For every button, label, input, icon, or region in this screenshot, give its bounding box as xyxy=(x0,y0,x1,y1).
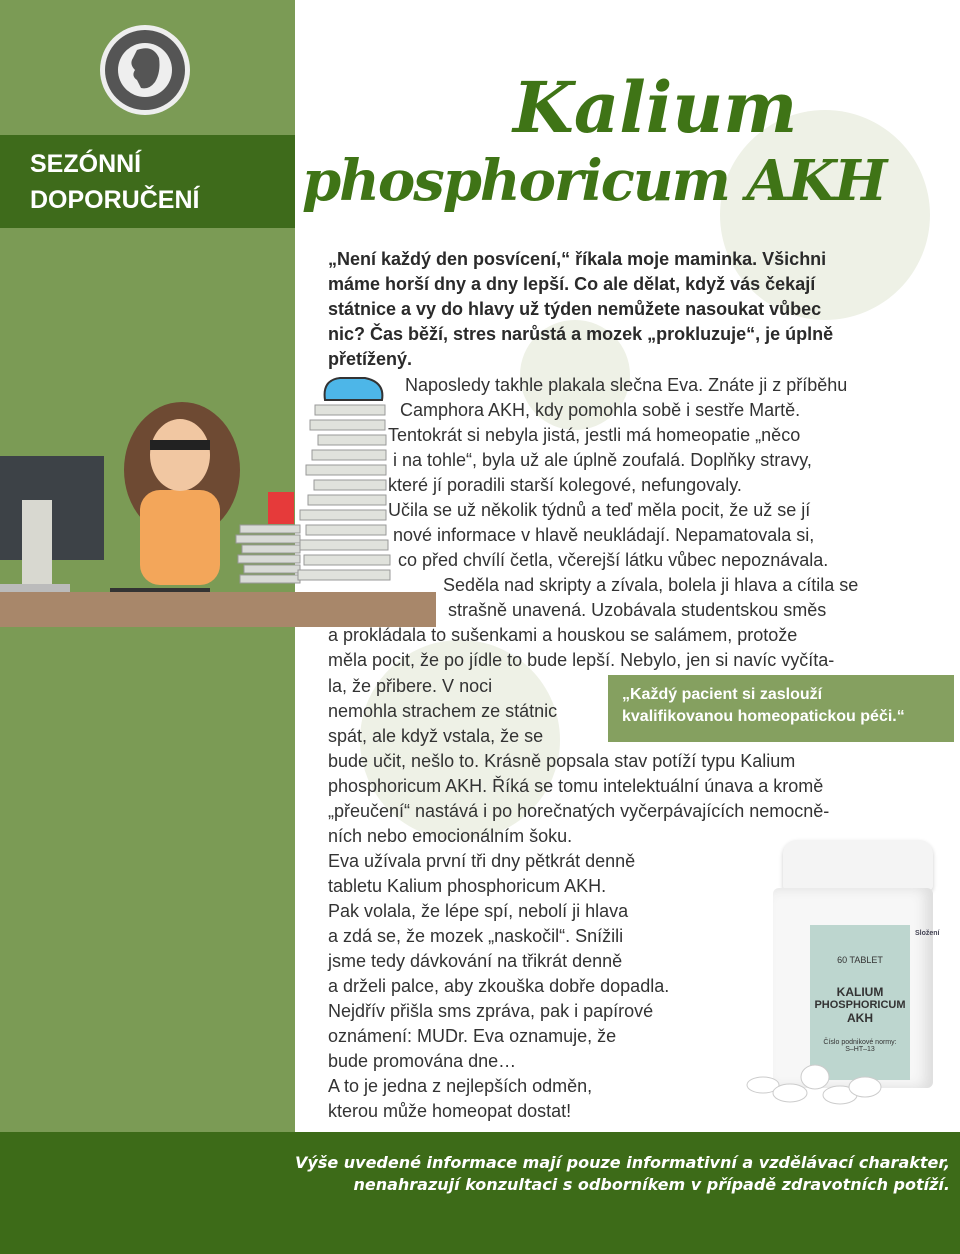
body-line: ních nebo emocionálním šoku. xyxy=(328,826,573,846)
body-line: strašně unavená. Uzobávala studentskou směs xyxy=(448,600,827,620)
bottle-count: 60 TABLET xyxy=(837,955,883,965)
body-line: tabletu Kalium phosphoricum AKH. xyxy=(328,876,607,896)
bottle-name1: KALIUM xyxy=(836,985,884,999)
body-line: a drželi palce, aby zkouška dobře dopadla. xyxy=(328,976,670,996)
section-label xyxy=(0,135,295,228)
body-line: jsme tedy dávkování na třikrát denně xyxy=(328,951,623,971)
body-line: Nejdřív přišla sms zpráva, pak i papírové xyxy=(328,1001,654,1021)
quote-line1: „Každý pacient si zaslouží xyxy=(622,686,823,703)
bottle-side-text: Složení xyxy=(915,930,940,937)
intro-line: státnice a vy do hlavy už týden nemůžete nasoukat vůbec xyxy=(328,299,822,319)
body-line: kterou může homeopat dostat! xyxy=(328,1101,572,1121)
intro-line: máme horší dny a dny lepší. Co ale dělat, když vás čekají xyxy=(328,274,816,294)
body-line: oznámení: MUDr. Eva oznamuje, že xyxy=(328,1026,617,1046)
intro-line: „Není každý den posvícení,“ říkala moje maminka. Všichni xyxy=(328,249,827,269)
body-line: a prokládala to sušenkami a houskou se salámem, protože xyxy=(328,625,798,645)
body-line: spát, ale když vstala, že se xyxy=(328,726,544,746)
disclaimer-footer xyxy=(0,1132,960,1254)
body-line: Camphora AKH, kdy pomohla sobě i sestře Martě. xyxy=(400,400,801,420)
intro-line: nic? Čas běží, stres narůstá a mozek „prokluzuje“, je úplně xyxy=(328,324,834,344)
product-bottle-image xyxy=(745,840,960,1110)
section-label-line1: SEZÓNNÍ xyxy=(30,150,142,178)
quote-line2: kvalifikovanou homeopatickou péči.“ xyxy=(622,708,905,725)
title-line1: Kalium xyxy=(513,66,798,149)
body-line: co před chvílí četla, včerejší látku vůbec nepoznávala. xyxy=(398,550,829,570)
body-line: bude učit, nešlo to. Krásně popsala stav potíží typu Kalium xyxy=(328,751,796,771)
intro-line: přetížený. xyxy=(328,349,413,369)
body-line: Eva užívala první tři dny pětkrát denně xyxy=(328,851,636,871)
bottle-name2: PHOSPHORICUM xyxy=(814,999,906,1011)
title-line2: phosphoricum AKH xyxy=(302,148,886,214)
body-line: nové informace v hlavě neukládají. Nepamatovala si, xyxy=(393,525,815,545)
academy-logo xyxy=(97,24,193,116)
bottle-cap xyxy=(783,840,933,890)
body-line: nemohla strachem ze státnic xyxy=(328,701,558,721)
pull-quote xyxy=(608,675,954,742)
body-line: měla pocit, že po jídle to bude lepší. Nebylo, jen si navíc vyčíta- xyxy=(328,650,835,670)
body-line: A to je jedna z nejlepších odměn, xyxy=(328,1076,593,1096)
bottle-norm-label: Číslo podnikové normy: xyxy=(823,1039,897,1046)
body-line: la, že přibere. V noci xyxy=(328,676,493,696)
body-line: Seděla nad skripty a zívala, bolela ji hlava a cítila se xyxy=(443,575,859,595)
body-line: Pak volala, že lépe spí, nebolí ji hlava xyxy=(328,901,629,921)
disclaimer-line1: Výše uvedené informace mají pouze informativní a vzdělávací charakter, xyxy=(295,1153,950,1172)
body-line: i na tohle“, byla už ale úplně zoufalá. Doplňky stravy, xyxy=(393,450,812,470)
body-line: a zdá se, že mozek „naskočil“. Snížili xyxy=(328,926,624,946)
section-label-line2: DOPORUČENÍ xyxy=(30,186,200,214)
student-illustration xyxy=(0,370,440,630)
bottle-name3: AKH xyxy=(847,1011,873,1025)
body-line: phosphoricum AKH. Říká se tomu intelektuální únava a kromě xyxy=(328,776,824,796)
disclaimer-line2: nenahrazují konzultaci s odborníkem v případě zdravotních potíží. xyxy=(353,1175,950,1194)
body-line: Učila se už několik týdnů a teď měla pocit, že už se jí xyxy=(388,500,811,520)
body-line: Naposledy takhle plakala slečna Eva. Znáte ji z příběhu xyxy=(405,375,848,395)
body-line: které jí poradili starší kolegové, nefungovaly. xyxy=(388,475,742,495)
bottle-norm: S–HT–13 xyxy=(845,1046,875,1053)
body-line: Tentokrát si nebyla jistá, jestli má homeopatie „něco xyxy=(388,425,801,445)
body-line: „přeučení“ nastává i po horečnatých vyčerpávajících nemocně- xyxy=(328,801,830,821)
tablets xyxy=(745,1055,885,1110)
body-line: bude promována dne… xyxy=(328,1051,517,1071)
